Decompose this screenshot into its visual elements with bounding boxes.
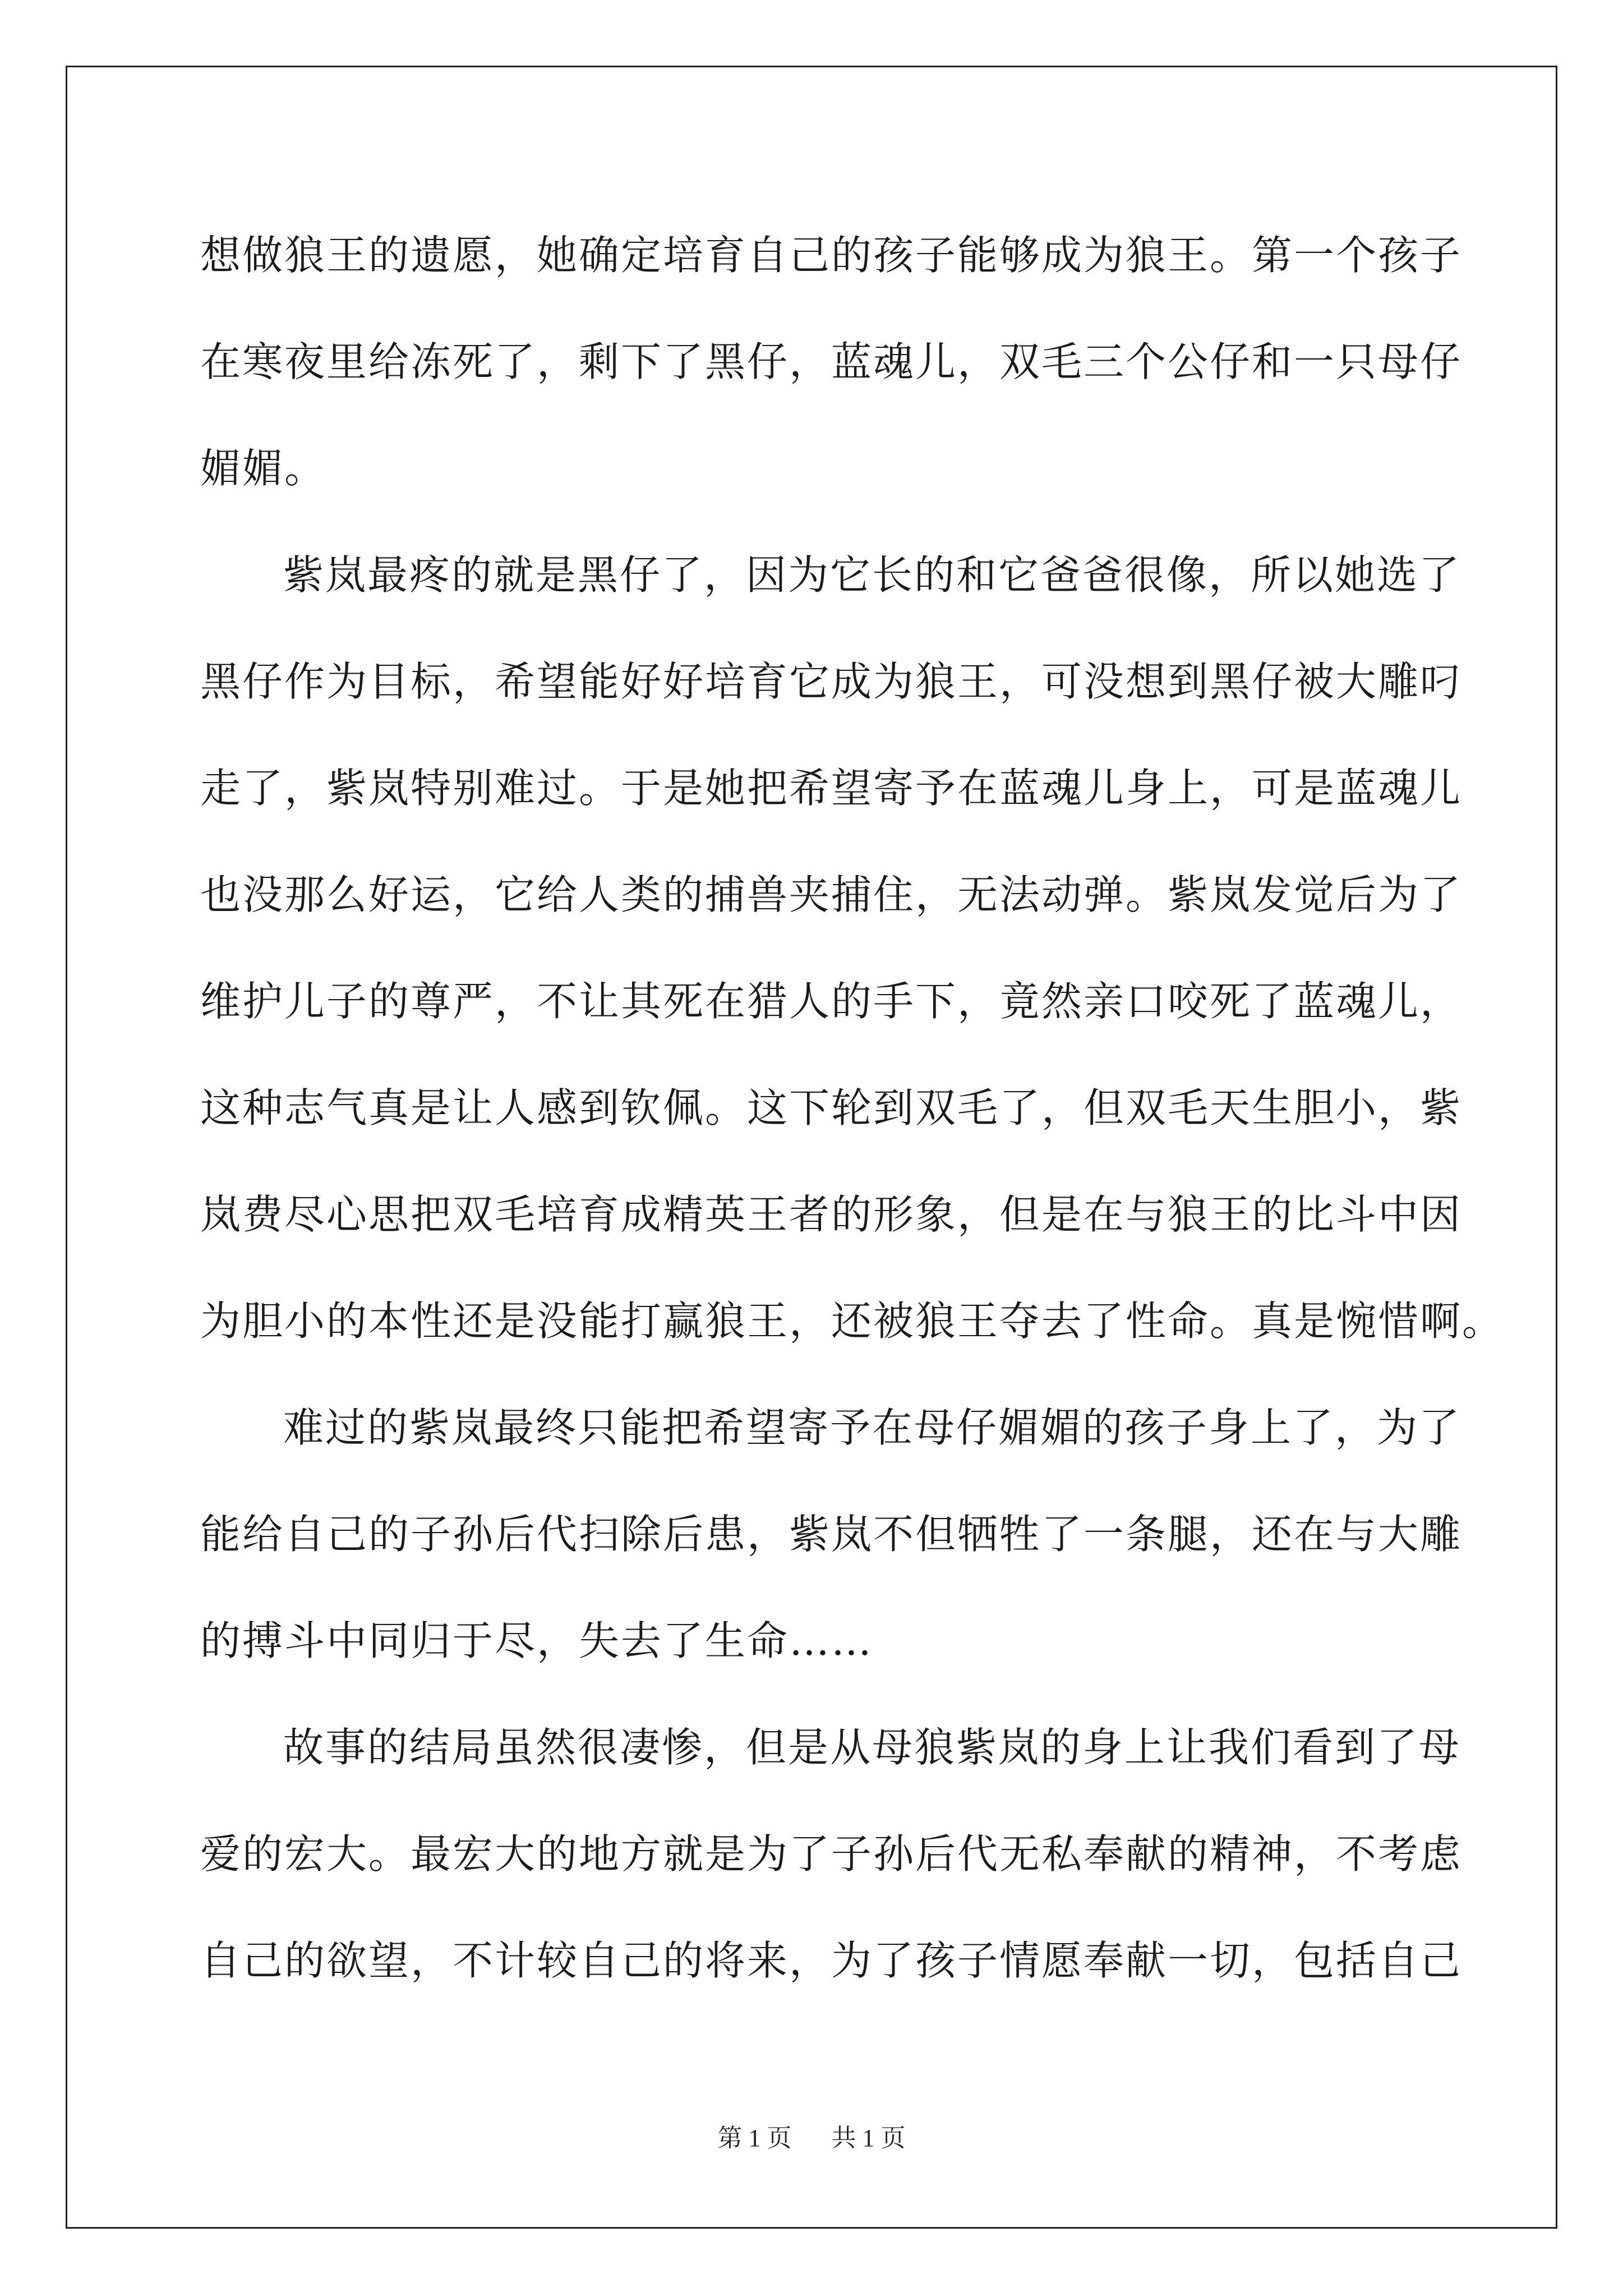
- text-line: 为胆小的本性还是没能打赢狼王，还被狼王夺去了性命。真是惋惜啊。: [200, 1297, 1505, 1345]
- page-number: 第 1 页: [717, 2124, 792, 2152]
- text-line: 这种志气真是让人感到钦佩。这下轮到双毛了，但双毛天生胆小，紫: [200, 1084, 1463, 1131]
- text-line: 难过的紫岚最终只能把希望寄予在母仔媚媚的孩子身上了，为了: [283, 1404, 1461, 1451]
- text-line: 在寒夜里给冻死了，剩下了黑仔，蓝魂儿，双毛三个公仔和一只母仔: [200, 338, 1463, 385]
- text-line: 黑仔作为目标，希望能好好培育它成为狼王，可没想到黑仔被大雕叼: [200, 658, 1463, 705]
- text-line: 自己的欲望，不计较自己的将来，为了孩子情愿奉献一切，包括自己: [200, 1937, 1463, 1984]
- text-line: 走了，紫岚特别难过。于是她把希望寄予在蓝魂儿身上，可是蓝魂儿: [200, 765, 1463, 812]
- page-total: 共 1 页: [831, 2124, 906, 2152]
- document-body: [200, 202, 1505, 2014]
- text-line: 故事的结局虽然很凄惨，但是从母狼紫岚的身上让我们看到了母: [283, 1724, 1461, 1771]
- text-line: 的搏斗中同归于尽，失去了生命……: [200, 1617, 874, 1664]
- text-line: 紫岚最疼的就是黑仔了，因为它长的和它爸爸很像，所以她选了: [283, 551, 1461, 599]
- text-line: 想做狼王的遗愿，她确定培育自己的孩子能够成为狼王。第一个孩子: [200, 232, 1463, 279]
- text-line: 媚媚。: [200, 445, 327, 492]
- text-line: 维护儿子的尊严，不让其死在猎人的手下，竟然亲口咬死了蓝魂儿，: [200, 978, 1463, 1025]
- text-line: 能给自己的子孙后代扫除后患，紫岚不但牺牲了一条腿，还在与大雕: [200, 1511, 1463, 1558]
- page-footer: [0, 2118, 1623, 2154]
- text-line: 也没那么好运，它给人类的捕兽夹捕住，无法动弹。紫岚发觉后为了: [200, 871, 1463, 918]
- text-line: 爱的宏大。最宏大的地方就是为了子孙后代无私奉献的精神，不考虑: [200, 1830, 1463, 1878]
- text-line: 岚费尽心思把双毛培育成精英王者的形象，但是在与狼王的比斗中因: [200, 1191, 1463, 1238]
